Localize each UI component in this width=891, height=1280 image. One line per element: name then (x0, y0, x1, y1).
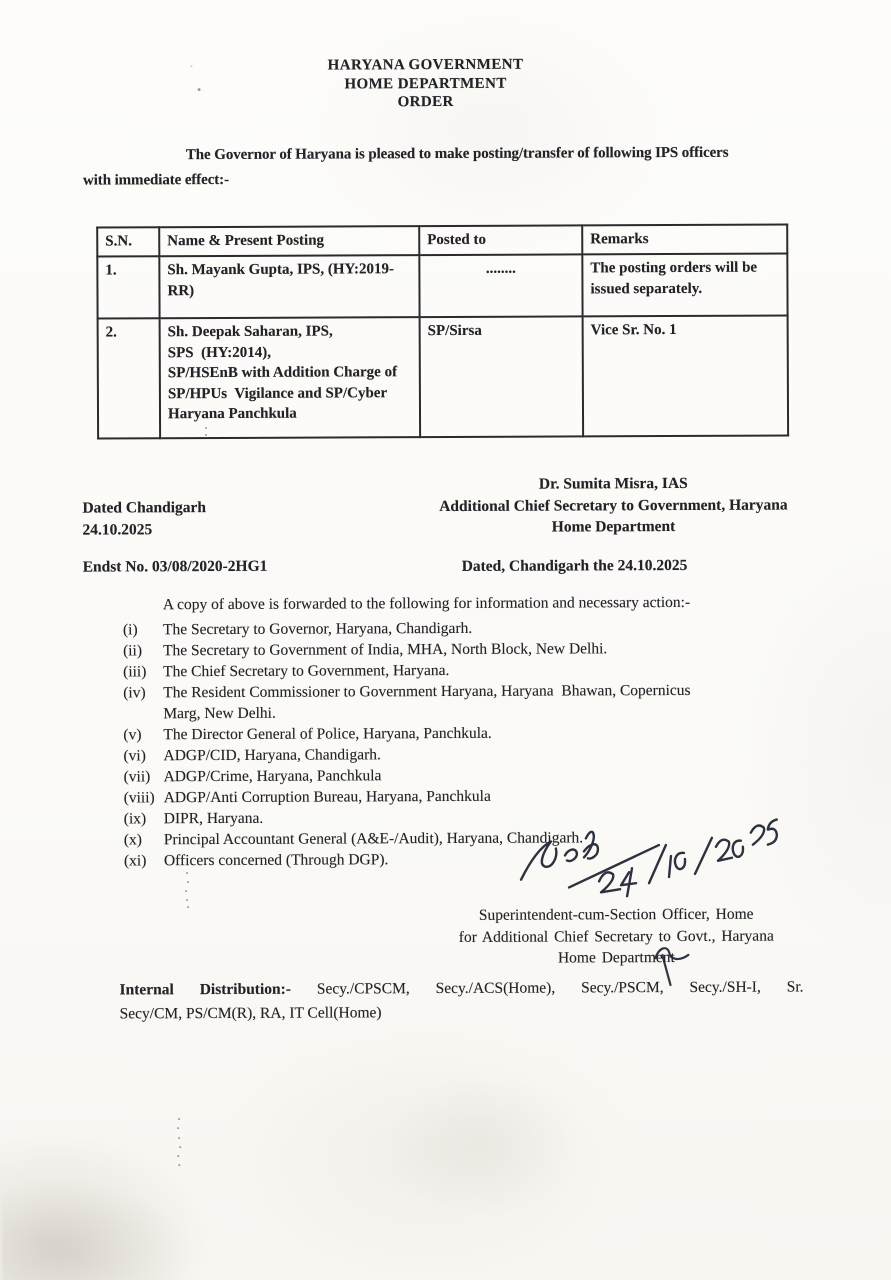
cell-sn: 2. (98, 318, 161, 438)
recipient-number: (iv) (123, 684, 146, 702)
dateline-place: Dated Chandigarh (82, 499, 207, 517)
internal-line1 (119, 975, 803, 1001)
recipient-text: Officers concerned (Through DGP). (163, 851, 389, 870)
signatory-block (429, 472, 797, 538)
signatory-name: Dr. Sumita Misra, IAS (538, 474, 688, 493)
signature-date-slash (569, 845, 659, 887)
cell-posted-to: ........ (419, 254, 582, 317)
cell-name: Sh. Deepak Saharan, IPS, SPS (HY:2014), SP/HSEnB with Addition Charge of SP/HPUs Vigilance and SP/Cyber Haryana Panchkula (160, 317, 421, 438)
recipient-number: (ii) (123, 642, 143, 660)
signatory-title: Additional Chief Secretary to Government, Haryana (439, 496, 788, 515)
recipient-text: ADGP/Anti Corruption Bureau, Haryana, Panchkula (163, 787, 491, 807)
internal-distribution (119, 975, 803, 1025)
signature-date-digit (599, 872, 620, 892)
signature-date-digit (733, 841, 743, 857)
table-header-row (97, 225, 787, 257)
recipient-number: (ix) (123, 810, 147, 828)
recipient-item (123, 679, 791, 724)
recipient-number: (iii) (123, 663, 147, 681)
cell-posted-to: SP/Sirsa (420, 316, 584, 437)
recipient-item (123, 616, 791, 640)
signature-scribble (565, 849, 577, 861)
recipient-number: (i) (122, 621, 138, 639)
recipient-number: (vi) (123, 747, 146, 765)
recipient-text: The Director General of Police, Haryana, Panchkula. (163, 724, 492, 744)
col-header-posted-to: Posted to (419, 225, 582, 255)
recipient-item (123, 658, 791, 682)
forward-note: A copy of above is forwarded to the following for information and necessary action:- (162, 593, 691, 614)
scan-artifact-dots (186, 872, 188, 874)
internal-label: Internal Distribution:- (119, 980, 291, 999)
endorsement-number: Endst No. 03/08/2020-2HG1 (82, 557, 268, 576)
recipient-item (123, 637, 791, 661)
header-department: HOME DEPARTMENT (344, 75, 507, 92)
table-row (98, 316, 789, 439)
signatory-department: Home Department (551, 517, 676, 536)
scan-artifact-dots (178, 1118, 180, 1120)
recipient-number: (v) (123, 726, 142, 744)
intro-paragraph: The Governor of Haryana is pleased to make posting/transfer of following IPS officers with immediate effect:- (82, 144, 729, 189)
signature-date-digit (669, 856, 671, 877)
internal-line1-rest: Secy./CPSCM, Secy./ACS(Home), Secy./PSCM, Secy./SH-I, Sr. (316, 978, 804, 998)
cell-name: Sh. Mayank Gupta, IPS, (HY:2019- RR) (159, 255, 419, 318)
internal-line2: Secy/CM, PS/CM(R), RA, IT Cell(Home) (119, 1003, 382, 1022)
signing-officer-block (421, 903, 811, 969)
signature-scribble (584, 832, 598, 859)
scan-artifact-colon (205, 427, 207, 429)
document-header (0, 54, 854, 113)
endorsement-date: Dated, Chandigarh the 24.10.2025 (461, 556, 688, 575)
cell-remarks: The posting orders will be issued separately. (582, 254, 787, 317)
recipient-text: The Chief Secretary to Government, Haryana. (163, 661, 450, 681)
signature-date-digit (716, 840, 732, 861)
signature-date-digit (751, 825, 764, 844)
header-order-title: ORDER (397, 93, 454, 111)
recipient-text: DIPR, Haryana. (163, 809, 264, 828)
recipient-item (123, 742, 791, 766)
signature-date-slash (649, 845, 666, 883)
signature-handwriting (469, 810, 829, 912)
recipient-item (124, 784, 792, 808)
scan-artifact-speck (190, 65, 192, 67)
header-government: HARYANA GOVERNMENT (327, 56, 524, 74)
dateline-date: 24.10.2025 (82, 521, 153, 539)
recipient-text: Principal Accountant General (A&E-/Audit), Haryana, Chandigarh. (163, 829, 584, 849)
col-header-name: Name & Present Posting (159, 226, 419, 256)
signature-date-digit (768, 820, 777, 845)
recipient-number: (xi) (123, 852, 147, 870)
recipient-item (123, 721, 791, 745)
dateline (82, 497, 206, 542)
recipient-number: (x) (123, 831, 142, 849)
scan-shading (362, 1049, 603, 1210)
recipient-item (124, 763, 792, 787)
recipient-text: The Resident Commissioner to Government Haryana, Haryana Bhawan, Copernicus Marg, New Delhi. (163, 681, 691, 723)
col-header-remarks: Remarks (582, 225, 787, 255)
recipient-text: The Secretary to Governor, Haryana, Chandigarh. (162, 619, 473, 639)
cell-remarks: Vice Sr. No. 1 (583, 316, 789, 437)
cell-sn: 1. (97, 256, 159, 318)
col-header-sn: S.N. (97, 227, 159, 256)
signature-scribble (521, 842, 557, 880)
postings-table (96, 224, 789, 440)
recipient-text: The Secretary to Government of India, MHA, North Block, New Delhi. (163, 640, 608, 660)
signing-officer-line1: Superintendent-cum-Section Officer, Home (478, 905, 754, 924)
recipient-number: (vii) (123, 768, 151, 786)
recipient-text: ADGP/CID, Haryana, Chandigarh. (163, 746, 381, 765)
signature-date-slash (695, 838, 712, 874)
recipient-text: ADGP/Crime, Haryana, Panchkula (163, 767, 382, 786)
signature-date-digit (621, 868, 636, 896)
scan-shading (2, 1141, 283, 1280)
signing-officer-line2: for Additional Chief Secretary to Govt., Haryana (458, 927, 774, 946)
recipient-number: (viii) (123, 789, 155, 807)
scan-artifact-speck (198, 88, 201, 91)
signing-officer-line3: Home Department (557, 949, 675, 967)
signature-date-digit (675, 853, 685, 869)
table-row (97, 254, 787, 319)
